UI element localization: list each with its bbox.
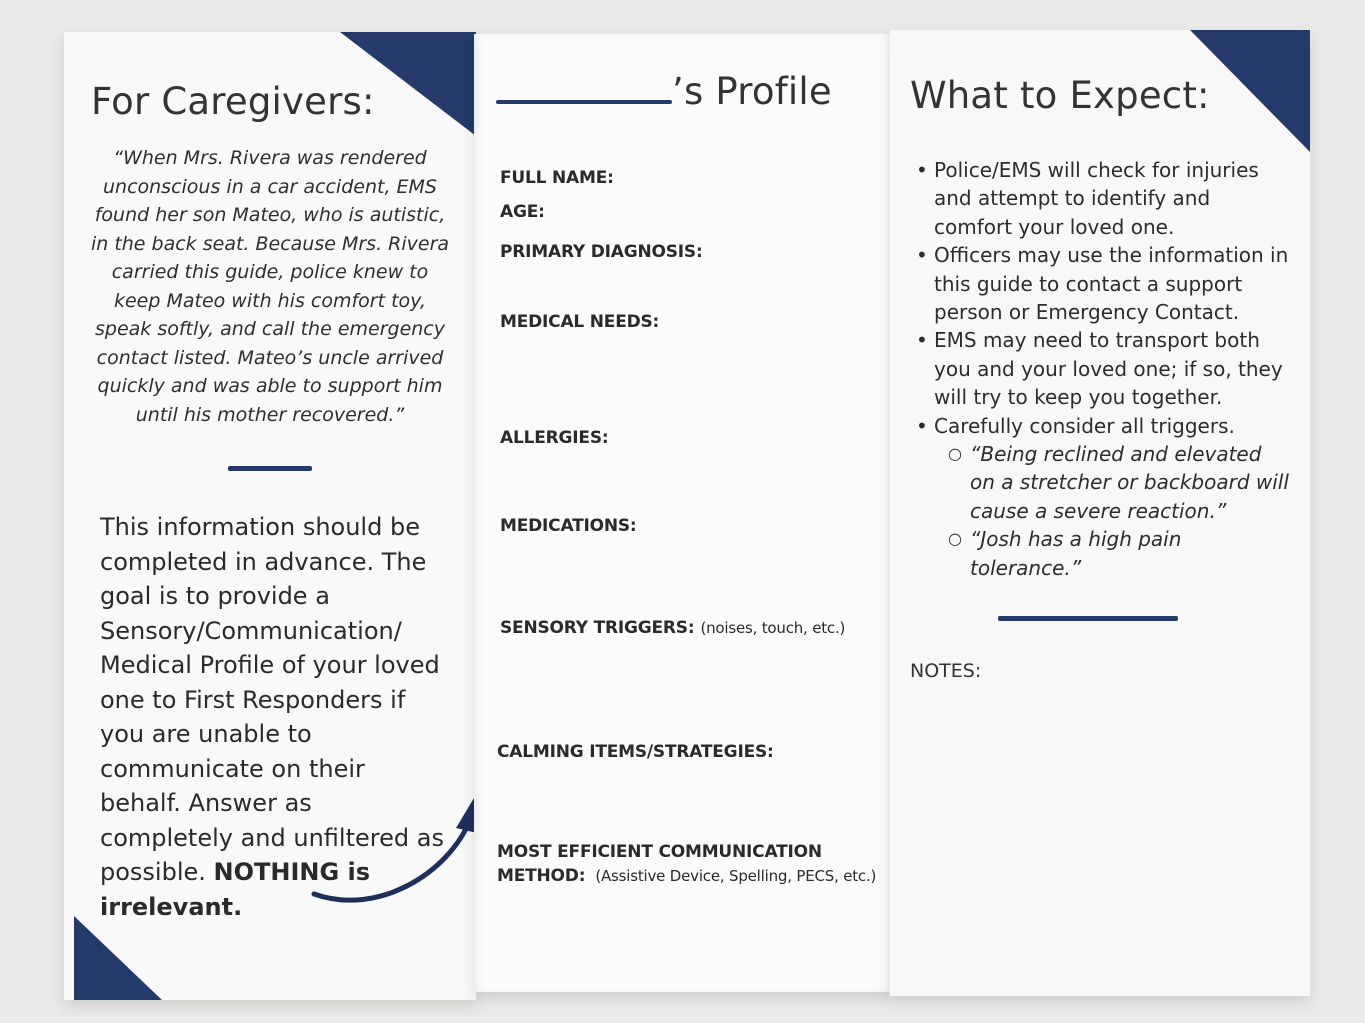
field-full-name: FULL NAME:: [500, 168, 614, 188]
field-sensory-triggers: [500, 618, 845, 638]
communication-label-line2: [497, 864, 876, 888]
notes-label: NOTES:: [910, 660, 982, 682]
curved-arrow-icon: [284, 792, 476, 942]
corner-triangle-bottom-left: [74, 916, 162, 1000]
quote-divider: [228, 466, 312, 471]
communication-label-method: METHOD:: [497, 866, 586, 886]
expect-divider: [998, 616, 1178, 621]
intro-text: This information should be completed in advance. The goal is to provide a Sensory/Communication/ Medical Profile of your loved one to First Responders if you are unable to communicate on their behalf. Answer as completely and unfiltered as possible.: [100, 513, 444, 886]
sensory-triggers-label: SENSORY TRIGGERS:: [500, 618, 695, 638]
expect-heading: What to Expect:: [910, 74, 1210, 117]
panel-for-caregivers: [64, 32, 476, 1000]
field-communication-method: [497, 840, 876, 888]
list-item: • Officers may use the information in this guide to contact a support person or Emergency Contact.: [912, 241, 1292, 326]
list-item: • Police/EMS will check for injuries and attempt to identify and comfort your loved one.: [912, 156, 1292, 241]
expect-list: [912, 156, 1292, 582]
list-item: • EMS may need to transport both you and your loved one; if so, they will try to keep you together.: [912, 326, 1292, 411]
communication-hint: (Assistive Device, Spelling, PECS, etc.): [595, 867, 877, 885]
profile-title: ’s Profile: [672, 70, 832, 113]
field-medical-needs: MEDICAL NEEDS:: [500, 312, 660, 332]
intro-emphasis: NOTHING is irrelevant.: [100, 858, 371, 921]
field-primary-diagnosis: PRIMARY DIAGNOSIS:: [500, 242, 703, 262]
caregivers-heading: For Caregivers:: [91, 80, 375, 123]
sub-list-item: ○ “Josh has a high pain tolerance.”: [912, 525, 1292, 582]
list-item: • Carefully consider all triggers.: [912, 412, 1292, 440]
field-allergies: ALLERGIES:: [500, 428, 609, 448]
sensory-triggers-hint: (noises, touch, etc.): [700, 619, 846, 637]
communication-label-line1: MOST EFFICIENT COMMUNICATION: [497, 842, 822, 862]
field-age: AGE:: [500, 202, 545, 222]
name-blank-line: [496, 100, 672, 104]
panel-what-to-expect: [890, 30, 1310, 996]
caregiver-quote: “When Mrs. Rivera was rendered unconscious in a car accident, EMS found her son Mateo, who is autistic, in the back seat. Because Mrs. Rivera carried this guide, police knew to keep Mateo with his comfort toy, speak softly, and call the emergency contact listed. Mateo’s uncle arrived quickly and was able to support him until his mother recovered.”: [90, 147, 450, 426]
sub-list-item: ○ “Being reclined and elevated on a stretcher or backboard will cause a severe reaction.”: [912, 440, 1292, 525]
panel-profile: [474, 34, 892, 992]
field-medications: MEDICATIONS:: [500, 516, 637, 536]
field-calming-items: CALMING ITEMS/STRATEGIES:: [497, 742, 774, 762]
